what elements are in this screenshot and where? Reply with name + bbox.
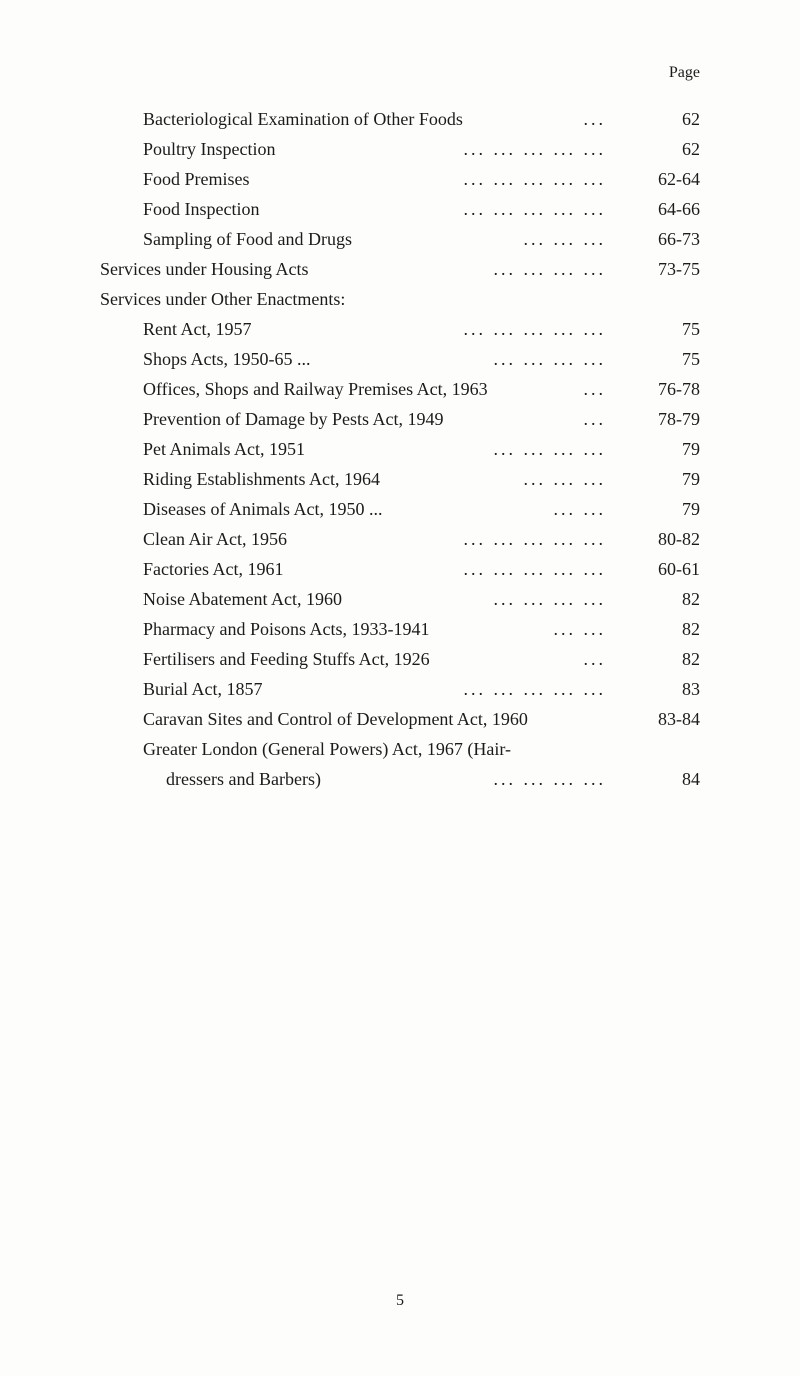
toc-entry-page: 66-73: [658, 229, 700, 249]
toc-entry: [0, 584, 800, 614]
dot-leader: ... ... ... ... ...: [463, 559, 606, 579]
toc-entry-title: Factories Act, 1961: [143, 559, 284, 579]
toc-entry-title: Services under Housing Acts: [100, 259, 309, 279]
dot-leader: ... ... ... ...: [493, 769, 606, 789]
dot-leader: ... ... ... ...: [493, 349, 606, 369]
table-of-contents: [0, 104, 800, 794]
toc-entry: [0, 434, 800, 464]
toc-section: [0, 284, 800, 314]
dot-leader: ... ... ... ... ...: [463, 169, 606, 189]
toc-entry-title: Shops Acts, 1950-65 ...: [143, 349, 311, 369]
dot-leader: ...: [583, 649, 606, 669]
toc-entry-page: 83: [682, 679, 700, 699]
toc-section: [0, 254, 800, 284]
toc-entry-page: 73-75: [658, 259, 700, 279]
toc-entry: [0, 494, 800, 524]
toc-entry: [0, 194, 800, 224]
toc-entry-page: 79: [682, 469, 700, 489]
dot-leader: ... ... ... ...: [493, 589, 606, 609]
toc-entry: [0, 554, 800, 584]
dot-leader: ...: [583, 409, 606, 429]
toc-entry: [0, 404, 800, 434]
toc-entry: [0, 674, 800, 704]
dot-leader: ... ... ... ... ...: [463, 139, 606, 159]
toc-entry-page: 79: [682, 499, 700, 519]
toc-entry: [0, 104, 800, 134]
toc-entry-title: Rent Act, 1957: [143, 319, 252, 339]
toc-entry: [0, 464, 800, 494]
toc-entry-page: 84: [682, 769, 700, 789]
dot-leader: ... ... ... ... ...: [463, 199, 606, 219]
toc-entry-title: Offices, Shops and Railway Premises Act, 1963: [143, 379, 488, 399]
toc-entry-page: 64-66: [658, 199, 700, 219]
toc-entry: [0, 224, 800, 254]
toc-entry-title: Poultry Inspection: [143, 139, 276, 159]
toc-entry: [0, 134, 800, 164]
toc-entry-page: 80-82: [658, 529, 700, 549]
toc-entry-title: Diseases of Animals Act, 1950 ...: [143, 499, 383, 519]
toc-entry-title: Sampling of Food and Drugs: [143, 229, 352, 249]
dot-leader: ... ... ... ... ...: [463, 679, 606, 699]
toc-entry-page: 83-84: [658, 709, 700, 729]
toc-entry-title: Food Inspection: [143, 199, 260, 219]
toc-entry-title: Noise Abatement Act, 1960: [143, 589, 342, 609]
toc-entry-page: 82: [682, 619, 700, 639]
dot-leader: ... ... ... ...: [493, 439, 606, 459]
toc-entry-title: Fertilisers and Feeding Stuffs Act, 1926: [143, 649, 430, 669]
toc-entry-continuation: [0, 764, 800, 794]
toc-entry-title: Prevention of Damage by Pests Act, 1949: [143, 409, 444, 429]
toc-entry-page: 76-78: [658, 379, 700, 399]
toc-entry-title: Caravan Sites and Control of Development Act, 1960: [143, 709, 528, 729]
toc-entry-title: Bacteriological Examination of Other Foods: [143, 109, 463, 129]
dot-leader: ... ... ...: [523, 469, 606, 489]
toc-entry: [0, 644, 800, 674]
dot-leader: ... ... ... ... ...: [463, 529, 606, 549]
toc-section-heading: Services under Other Enactments:: [100, 289, 346, 309]
dot-leader: ... ... ... ... ...: [463, 319, 606, 339]
dot-leader: ... ... ... ...: [493, 259, 606, 279]
dot-leader: ... ... ...: [523, 229, 606, 249]
toc-entry-title: Greater London (General Powers) Act, 1967 (Hair-: [143, 739, 512, 759]
toc-entry: [0, 614, 800, 644]
dot-leader: ...: [583, 379, 606, 399]
toc-entry: [0, 704, 800, 734]
toc-entry: [0, 164, 800, 194]
toc-entry: [0, 314, 800, 344]
toc-entry: [0, 734, 800, 764]
toc-entry-page: 78-79: [658, 409, 700, 429]
toc-entry: [0, 344, 800, 374]
toc-entry-title: Food Premises: [143, 169, 250, 189]
toc-entry-title: Burial Act, 1857: [143, 679, 263, 699]
toc-entry-page: 79: [682, 439, 700, 459]
toc-entry-title: Pet Animals Act, 1951: [143, 439, 305, 459]
toc-entry-title: Pharmacy and Poisons Acts, 1933-1941: [143, 619, 430, 639]
dot-leader: ...: [583, 109, 606, 129]
toc-entry-title: Clean Air Act, 1956: [143, 529, 287, 549]
dot-leader: ... ...: [553, 499, 606, 519]
toc-entry-page: 75: [682, 349, 700, 369]
page-column-heading: Page: [668, 64, 700, 81]
toc-entry-page: 60-61: [658, 559, 700, 579]
toc-entry: [0, 524, 800, 554]
toc-entry-page: 75: [682, 319, 700, 339]
toc-entry-title: Riding Establishments Act, 1964: [143, 469, 380, 489]
toc-entry-page: 82: [682, 649, 700, 669]
toc-entry-page: 82: [682, 589, 700, 609]
toc-entry: [0, 374, 800, 404]
toc-entry-page: 62: [682, 109, 700, 129]
toc-entry-title: dressers and Barbers): [166, 769, 321, 789]
toc-entry-page: 62-64: [658, 169, 700, 189]
toc-entry-page: 62: [682, 139, 700, 159]
page-number: 5: [396, 1292, 404, 1309]
dot-leader: ... ...: [553, 619, 606, 639]
